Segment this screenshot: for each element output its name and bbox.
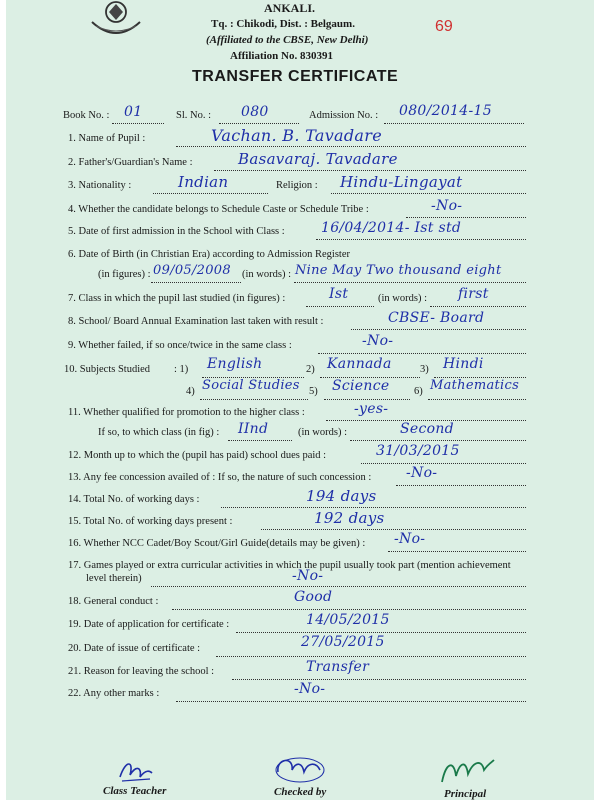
field-11-words-label: (in words) : bbox=[298, 427, 347, 438]
field-17-value: -No- bbox=[292, 568, 324, 584]
field-10-label: 10. Subjects Studied bbox=[64, 364, 151, 375]
field-8-value: CBSE- Board bbox=[388, 310, 485, 326]
last-class-figures-value: Ist bbox=[329, 286, 349, 302]
field-4-label: 4. Whether the candidate belongs to Schedule Caste or Schedule Tribe : bbox=[68, 204, 369, 215]
subject-4-number: 4) bbox=[186, 386, 195, 397]
dob-words-value: Nine May Two thousand eight bbox=[295, 263, 502, 278]
admission-no-label: Admission No. : bbox=[309, 110, 379, 121]
field-9-label: 9. Whether failed, if so once/twice in the same class : bbox=[68, 340, 292, 351]
field-12-label: 12. Month up to which the (pupil has paid) school dues paid : bbox=[68, 450, 327, 461]
field-11-value: -yes- bbox=[354, 401, 389, 417]
field-17-label: 17. Games played or extra curricular activities in which the pupil usually took part (mention achievement bbox=[68, 560, 511, 571]
field-13-value: -No- bbox=[406, 465, 438, 481]
field-2-label: 2. Father's/Guardian's Name : bbox=[68, 157, 193, 168]
field-4-value: -No- bbox=[431, 198, 463, 214]
religion-label: Religion : bbox=[276, 180, 318, 191]
field-11-label: 11. Whether qualified for promotion to the higher class : bbox=[68, 407, 305, 418]
field-7-words-label: (in words) : bbox=[378, 293, 427, 304]
field-6-figures-label: (in figures) : bbox=[98, 269, 151, 280]
field-1-value: Vachan. B. Tavadare bbox=[211, 126, 382, 145]
subject-6-value: Mathematics bbox=[430, 378, 520, 393]
sl-no-value: 080 bbox=[241, 104, 269, 120]
affiliation-number: Affiliation No. 830391 bbox=[230, 50, 333, 62]
field-19-value: 14/05/2015 bbox=[306, 612, 390, 628]
subject-2-value: Kannada bbox=[327, 356, 392, 372]
principal-signature-icon bbox=[438, 756, 498, 790]
subject-3-number: 3) bbox=[420, 364, 429, 375]
transfer-certificate bbox=[6, 0, 594, 800]
field-1-label: 1. Name of Pupil : bbox=[68, 133, 146, 144]
subject-5-value: Science bbox=[332, 378, 390, 394]
field-6-words-label: (in words) : bbox=[242, 269, 291, 280]
field-22-value: -No- bbox=[294, 681, 326, 697]
field-16-value: -No- bbox=[394, 531, 426, 547]
field-21-value: Transfer bbox=[306, 659, 370, 675]
subject-6-number: 6) bbox=[414, 386, 423, 397]
field-20-value: 27/05/2015 bbox=[301, 634, 385, 650]
promotion-class-figures-value: IInd bbox=[238, 421, 269, 437]
principal-label: Principal bbox=[444, 788, 487, 800]
field-18-label: 18. General conduct : bbox=[68, 596, 159, 607]
subject-1-number: : 1) bbox=[174, 364, 189, 375]
field-19-label: 19. Date of application for certificate : bbox=[68, 619, 230, 630]
book-no-label: Book No. : bbox=[63, 110, 110, 121]
field-7-label: 7. Class in which the pupil last studied (in figures) : bbox=[68, 293, 286, 304]
religion-value: Hindu-Lingayat bbox=[340, 173, 463, 191]
field-17-label-2: level therein) bbox=[86, 573, 142, 584]
field-3-value: Indian bbox=[178, 173, 229, 191]
field-5-value: 16/04/2014- Ist std bbox=[321, 220, 462, 236]
field-8-label: 8. School/ Board Annual Examination last taken with result : bbox=[68, 316, 324, 327]
last-class-words-value: first bbox=[458, 286, 489, 302]
field-15-value: 192 days bbox=[314, 509, 385, 527]
field-20-label: 20. Date of issue of certificate : bbox=[68, 643, 201, 654]
field-21-label: 21. Reason for leaving the school : bbox=[68, 666, 215, 677]
field-13-label: 13. Any fee concession availed of : If so, the nature of such concession : bbox=[68, 472, 372, 483]
sl-no-label: Sl. No. : bbox=[176, 110, 212, 121]
field-12-value: 31/03/2015 bbox=[376, 443, 460, 459]
certificate-title: TRANSFER CERTIFICATE bbox=[192, 68, 399, 85]
school-name: ANKALI. bbox=[264, 1, 316, 15]
admission-no-value: 080/2014-15 bbox=[399, 103, 492, 119]
field-9-value: -No- bbox=[362, 333, 394, 349]
field-22-label: 22. Any other marks : bbox=[68, 688, 160, 699]
field-18-value: Good bbox=[294, 589, 333, 605]
book-no-value: 01 bbox=[124, 104, 143, 120]
field-2-value: Basavaraj. Tavadare bbox=[238, 150, 398, 168]
school-emblem-icon bbox=[88, 0, 144, 40]
field-11-class-label: If so, to which class (in fig) : bbox=[98, 427, 220, 438]
field-16-label: 16. Whether NCC Cadet/Boy Scout/Girl Guide(details may be given) : bbox=[68, 538, 366, 549]
field-3-label: 3. Nationality : bbox=[68, 180, 132, 191]
school-address: Tq. : Chikodi, Dist. : Belgaum. bbox=[211, 18, 355, 30]
field-14-label: 14. Total No. of working days : bbox=[68, 494, 200, 505]
subject-3-value: Hindi bbox=[443, 356, 484, 372]
class-teacher-label: Class Teacher bbox=[103, 785, 167, 797]
field-14-value: 194 days bbox=[306, 487, 377, 505]
promotion-class-words-value: Second bbox=[400, 421, 454, 437]
field-15-label: 15. Total No. of working days present : bbox=[68, 516, 233, 527]
affiliation: (Affiliated to the CBSE, New Delhi) bbox=[206, 34, 369, 46]
checked-by-label: Checked by bbox=[274, 786, 327, 798]
field-6-label: 6. Date of Birth (in Christian Era) according to Admission Register bbox=[68, 249, 350, 260]
subject-1-value: English bbox=[207, 356, 263, 372]
class-teacher-signature-icon bbox=[116, 757, 156, 787]
dob-figures-value: 09/05/2008 bbox=[153, 263, 231, 278]
field-5-label: 5. Date of first admission in the School with Class : bbox=[68, 226, 285, 237]
subject-4-value: Social Studies bbox=[202, 378, 300, 393]
checked-by-signature-icon bbox=[272, 754, 328, 786]
certificate-serial: 69 bbox=[435, 18, 453, 35]
subject-2-number: 2) bbox=[306, 364, 315, 375]
subject-5-number: 5) bbox=[309, 386, 318, 397]
